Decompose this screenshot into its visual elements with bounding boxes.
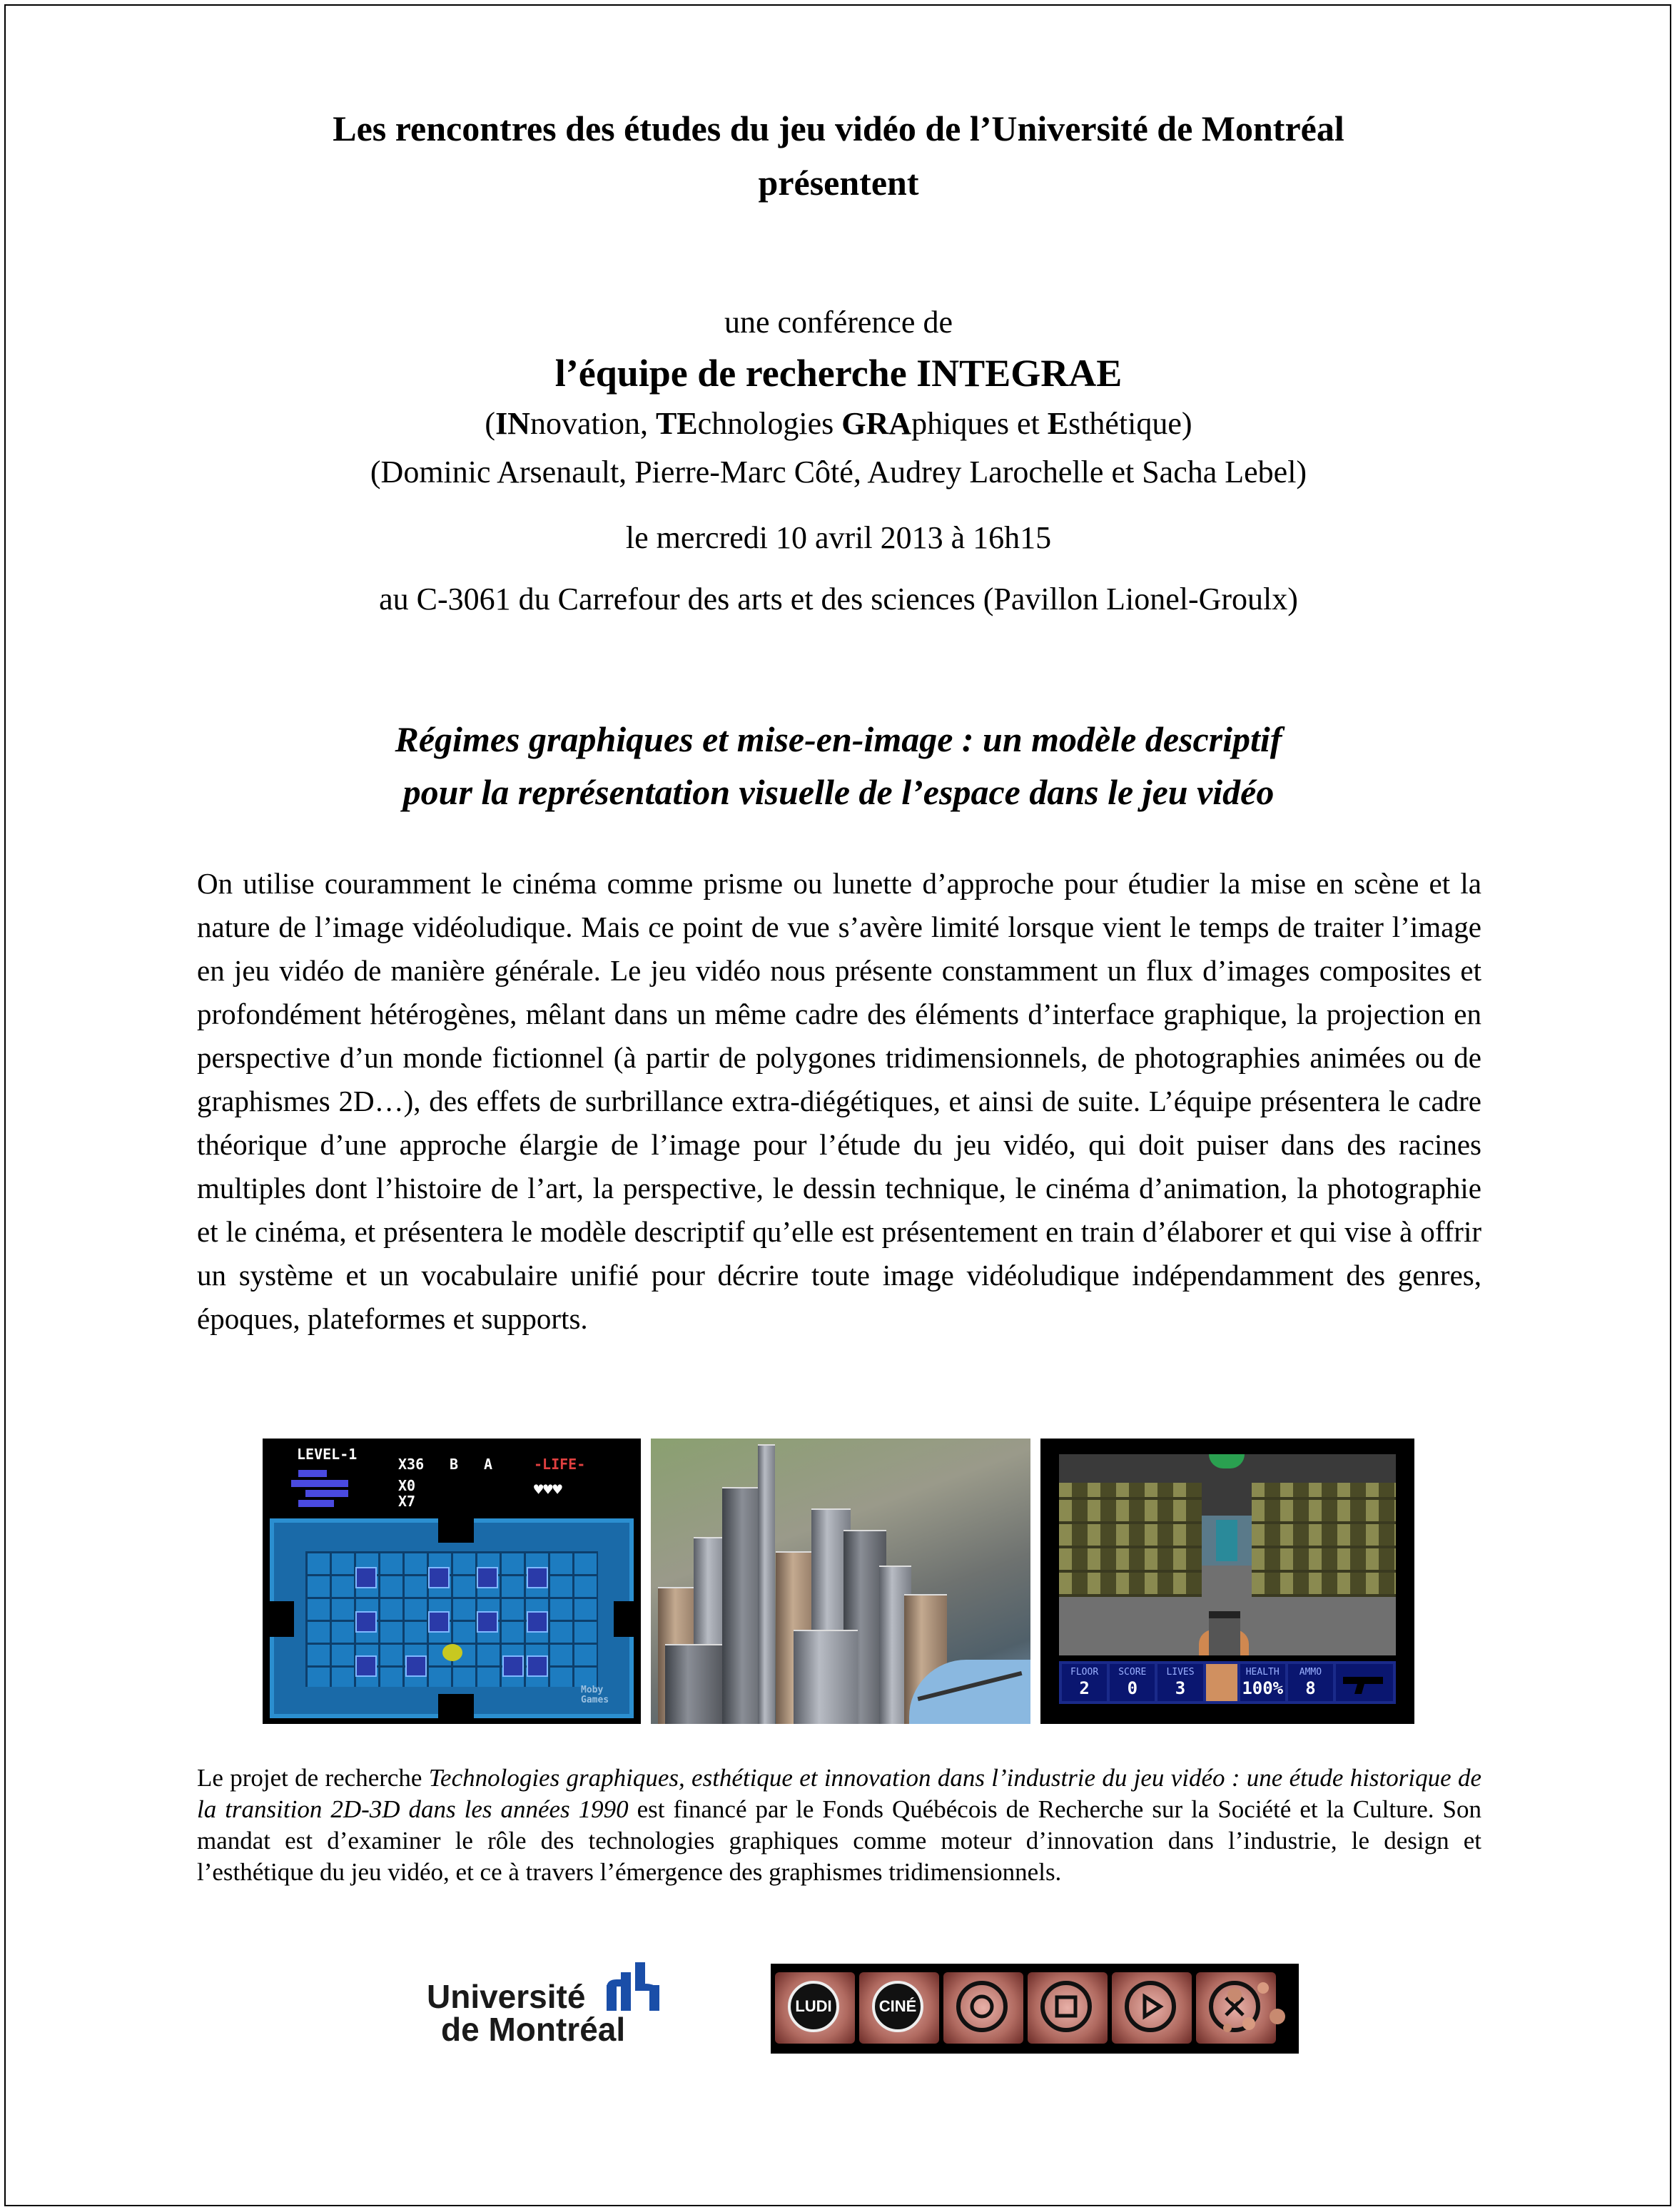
cine-badge: CINÉ [872, 1981, 923, 2032]
wolf-ammo-value: 8 [1305, 1678, 1316, 1698]
zelda-statue [355, 1655, 377, 1677]
zelda-hearts: ♥♥♥ [534, 1481, 562, 1499]
talk-title-line-2: pour la représentation visuelle de l’espace dans le jeu vidéo [402, 772, 1275, 812]
zelda-door-left [270, 1601, 294, 1637]
wolf-stone-wall-right [1252, 1483, 1396, 1597]
abstract-paragraph: On utilise couramment le cinéma comme prisme ou lunette d’approche pour étudier la mise en scène et la nature de l’image vidéoludique. Mais ce point de vue s’avère limité lorsque vient le temps de traiter l’image en jeu vidéo de manière générale. Le jeu vidéo nous présente constamment un flux d’images composites et profondément hétérogènes, mêlant dans un même cadre des éléments d’interface graphique, la projection en perspective d’un monde fictionnel (à partir de polygones tridimensionnels, de photographies animées ou de graphismes 2D…), des effets de surbrillance extra-diégétiques, et ainsi de suite. L’équipe présentera le cadre théorique d’une approche élargie de l’image pour l’étude du jeu vidéo, qui doit puiser dans des racines multiples dont l’histoire de l’art, la perspective, le dessin technique, le cinéma d’animation, la photographie et le cinéma, et présentera le modèle descriptif qu’elle est présentement en train d’élaborer et qui vise à offrir un système et un vocabulaire unifié pour décrire toute image vidéoludique indépendamment des genres, époques, plateformes et supports. [197, 867, 1481, 1335]
zelda-floor-tiles [305, 1551, 598, 1687]
udem-emblem-icon [602, 1962, 665, 2012]
funding-prefix: Le projet de recherche [197, 1764, 429, 1792]
wolf-floor-label: FLOOR [1070, 1667, 1099, 1678]
ludicine-logo [771, 1964, 1299, 2054]
acronym-part: phiques et [911, 406, 1048, 441]
wolf-weapon-icon [1336, 1664, 1393, 1701]
team-members: (Dominic Arsenault, Pierre-Marc Côté, Audrey Larochelle et Sacha Lebel) [370, 455, 1307, 489]
wolf-health-value: 100% [1242, 1678, 1284, 1698]
stop-icon [1040, 1981, 1092, 2032]
play-icon [1125, 1981, 1176, 2032]
zelda-player-sprite [442, 1644, 462, 1661]
city-building [794, 1630, 858, 1724]
ludicine-cell [859, 1972, 939, 2044]
wolf-floor-value: 2 [1079, 1678, 1090, 1698]
city-screenshot [651, 1439, 1030, 1724]
wolf-ammo-label: AMMO [1299, 1667, 1322, 1678]
ludicine-cell [1028, 1972, 1108, 2044]
wolf-health-label: HEALTH [1245, 1667, 1280, 1678]
udem-logo-line-2: de Montréal [441, 2011, 626, 2048]
zelda-statue [428, 1611, 450, 1633]
acronym-part: ( [485, 406, 496, 441]
city-tower [758, 1444, 775, 1724]
header-line-2: présentent [758, 163, 919, 203]
wolf-lives-cell [1157, 1664, 1202, 1701]
acronym-part: sthétique) [1068, 406, 1192, 441]
acronym-letter: GRA [841, 406, 912, 441]
zelda-key-count: X0 [398, 1477, 416, 1494]
wolf-health-cell [1240, 1664, 1285, 1701]
udem-logo-line-1: Université [427, 1978, 586, 2015]
zelda-dungeon-room [270, 1518, 634, 1718]
ludicine-cell [1112, 1972, 1192, 2044]
ludicine-cell [775, 1972, 855, 2044]
team-acronym [0, 405, 1677, 442]
acronym-letter: IN [495, 406, 530, 441]
zelda-door-top [438, 1518, 474, 1543]
zelda-statue [405, 1655, 427, 1677]
wolf-player-face [1206, 1664, 1237, 1701]
zelda-statue [527, 1655, 548, 1677]
zelda-statue [527, 1567, 548, 1588]
intro-text: une conférence de [724, 305, 953, 340]
zelda-statue [355, 1567, 377, 1588]
wolf-door [1216, 1520, 1237, 1561]
zelda-statue [355, 1611, 377, 1633]
team-title: l’équipe de recherche INTEGRAE [554, 352, 1123, 395]
acronym-part: chnologies [697, 406, 842, 441]
funding-suffix: est financé par le Fonds Québécois de Recherche sur la Société et la Culture. Son mandat est d’examiner le rôle des technologies graphiques comme moteur d’innovation dans l’industrie, le design et l’esthétique du jeu vidéo, et ce à travers l’émergence des graphismes tridimensionnels. [197, 1795, 1481, 1886]
talk-title-line-1: Régimes graphiques et mise-en-image : un modèle descriptif [395, 719, 1282, 759]
zelda-statue [527, 1611, 548, 1633]
zelda-statue [502, 1655, 524, 1677]
zelda-hud [263, 1439, 641, 1517]
ludicine-cell [943, 1972, 1023, 2044]
wolf-pistol [1209, 1611, 1240, 1655]
zelda-statue [477, 1611, 498, 1633]
udem-logo [427, 1962, 669, 2048]
wolf-score-value: 0 [1127, 1678, 1138, 1698]
zelda-minimap [291, 1470, 377, 1513]
wolfenstein-screenshot [1040, 1439, 1414, 1724]
zelda-level-label: LEVEL-1 [297, 1446, 358, 1463]
acronym-letter: E [1047, 406, 1069, 441]
ludi-badge: LUDI [788, 1981, 839, 2032]
wolf-lives-label: LIVES [1166, 1667, 1195, 1678]
zelda-bomb-count: X7 [398, 1493, 416, 1510]
zelda-slot-a: A [484, 1456, 493, 1473]
event-date: le mercredi 10 avril 2013 à 16h15 [625, 520, 1052, 555]
funding-project-title: Technologies graphiques, esthétique et innovation dans l’industrie du jeu vidéo : une étude historique de la transition 2D-3D dans les années 1990 [197, 1764, 1481, 1823]
funding-paragraph [197, 1762, 1481, 1888]
acronym-part: novation, [530, 406, 656, 441]
city-building [665, 1644, 722, 1724]
zelda-screenshot [263, 1439, 641, 1724]
wolf-lives-value: 3 [1175, 1678, 1186, 1698]
zelda-statue [477, 1567, 498, 1588]
zelda-statue [428, 1567, 450, 1588]
wolf-floor-cell [1062, 1664, 1107, 1701]
wolf-score-cell [1110, 1664, 1155, 1701]
wolf-score-label: SCORE [1118, 1667, 1147, 1678]
wolf-status-bar [1059, 1661, 1396, 1704]
record-icon [956, 1981, 1008, 2032]
header-line-1: Les rencontres des études du jeu vidéo de l’Université de Montréal [333, 108, 1344, 148]
zelda-rupee-count: X36 [398, 1456, 425, 1473]
floral-decoration-icon [1213, 1974, 1292, 2042]
zelda-door-right [614, 1601, 638, 1637]
zelda-slot-b: B [450, 1456, 459, 1473]
zelda-door-bottom [438, 1694, 474, 1718]
zelda-watermark: Moby Games [581, 1685, 609, 1705]
wolf-stone-wall-left [1059, 1483, 1202, 1597]
wolf-ammo-cell [1288, 1664, 1333, 1701]
wolf-3d-view [1059, 1454, 1396, 1655]
zelda-life-label: -LIFE- [534, 1456, 586, 1473]
acronym-letter: TE [655, 406, 698, 441]
event-location: au C-3061 du Carrefour des arts et des sciences (Pavillon Lionel-Groulx) [379, 582, 1298, 617]
